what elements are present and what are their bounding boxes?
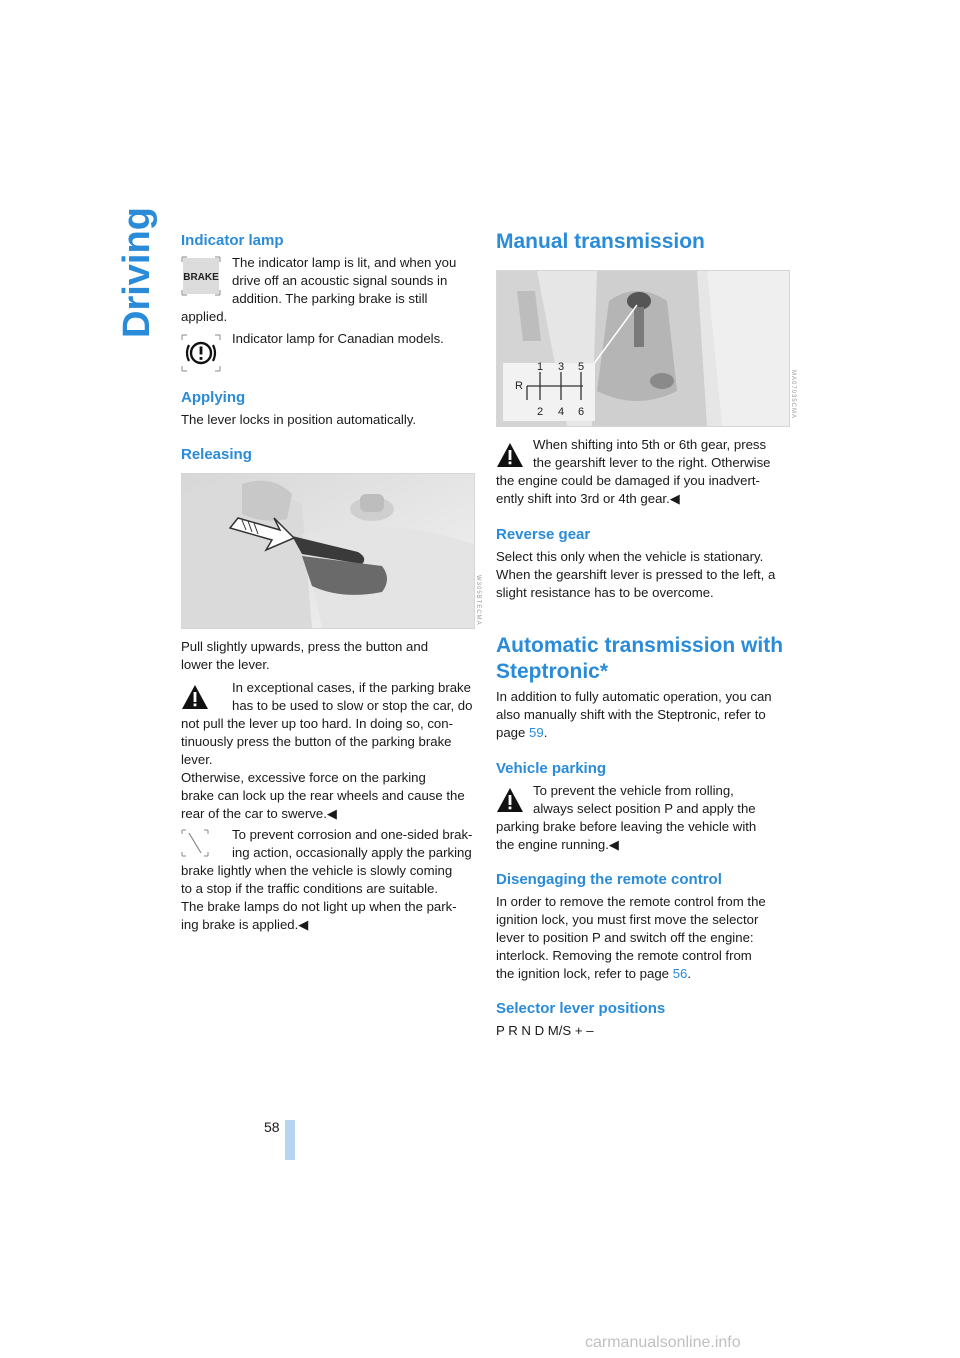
warning-line8: rear of the car to swerve.◀ xyxy=(181,806,337,821)
note-line5: The brake lamps do not light up when the park- xyxy=(181,899,457,914)
reverse-line2: When the gearshift lever is pressed to the left, a xyxy=(496,567,776,582)
note-line6: ing brake is applied.◀ xyxy=(181,917,309,932)
note-line4: to a stop if the traffic conditions are suitable. xyxy=(181,881,439,896)
manual-warning-line2: the gearshift lever to the right. Otherwise xyxy=(533,455,771,470)
canadian-lamp-text: Indicator lamp for Canadian models. xyxy=(232,331,444,346)
heading-vehicle-parking: Vehicle parking xyxy=(496,760,607,777)
warning-line5: lever. xyxy=(181,752,213,767)
automatic-text xyxy=(496,688,796,742)
heading-disengaging-remote: Disengaging the remote control xyxy=(496,871,722,888)
remote-text xyxy=(496,893,796,983)
remote-line5-prefix: the ignition lock, refer to page xyxy=(496,966,673,981)
remote-line5-suffix: . xyxy=(687,966,692,981)
selector-positions-text: P R N D M/S + – xyxy=(496,1023,594,1038)
automatic-line1: In addition to fully automatic operation, you can xyxy=(496,689,772,704)
indicator-text-line2: drive off an acoustic signal sounds in xyxy=(232,273,448,288)
automatic-line3-prefix: page xyxy=(496,725,530,740)
footer-watermark[interactable]: carmanualsonline.info xyxy=(585,1334,741,1351)
shift-gear-3: 3 xyxy=(558,361,565,373)
warning-line2: has to be used to slow or stop the car, do xyxy=(232,698,473,713)
heading-automatic-transmission xyxy=(496,633,783,685)
shift-gear-4: 4 xyxy=(558,406,565,418)
parking-line4: the engine running.◀ xyxy=(496,837,620,852)
remote-line3: lever to position P and switch off the engine: xyxy=(496,930,754,945)
brake-lamp-label: BRAKE xyxy=(183,272,219,283)
releasing-text-line2: lower the lever. xyxy=(181,657,270,672)
manual-warning-line3: the engine could be damaged if you inadvert- xyxy=(496,473,760,488)
manual-photo-code: MA07035CMA xyxy=(790,370,796,420)
page-59-link[interactable]: 59 xyxy=(529,725,544,740)
page-number: 58 xyxy=(264,1119,280,1135)
heading-reverse-gear: Reverse gear xyxy=(496,526,591,543)
reverse-line3: slight resistance has to be overcome. xyxy=(496,585,714,600)
automatic-line2: also manually shift with the Steptronic, refer to xyxy=(496,707,766,722)
parking-line2: always select position P and apply the xyxy=(533,801,756,816)
reverse-line1: Select this only when the vehicle is stationary. xyxy=(496,549,764,564)
parking-brake-warning-text xyxy=(181,679,476,823)
note-line1: To prevent corrosion and one-sided brak- xyxy=(232,827,473,842)
shift-gear-1: 1 xyxy=(537,361,544,373)
chapter-title-text: Driving xyxy=(116,207,158,338)
manual-warning-line1: When shifting into 5th or 6th gear, press xyxy=(533,437,767,452)
automatic-heading-line2: Steptronic* xyxy=(496,660,609,683)
shift-pattern-diagram xyxy=(511,360,596,422)
remote-line4: interlock. Removing the remote control from xyxy=(496,948,752,963)
shift-r-label: R xyxy=(515,380,523,392)
heading-releasing: Releasing xyxy=(181,446,252,463)
manual-warning-text xyxy=(496,436,791,508)
applying-text: The lever locks in position automatically. xyxy=(181,412,417,427)
page-number-bar xyxy=(285,1120,295,1160)
warning-line1: In exceptional cases, if the parking brake xyxy=(232,680,471,695)
note-line2: ing action, occasionally apply the parking xyxy=(232,845,472,860)
warning-line4: tinuously press the button of the parking brake xyxy=(181,734,452,749)
warning-line3: not pull the lever up too hard. In doing so, con- xyxy=(181,716,453,731)
manual-warning-line4: ently shift into 3rd or 4th gear.◀ xyxy=(496,491,680,506)
releasing-text-line1: Pull slightly upwards, press the button and xyxy=(181,639,429,654)
parking-line1: To prevent the vehicle from rolling, xyxy=(533,783,734,798)
heading-indicator-lamp: Indicator lamp xyxy=(181,232,284,249)
indicator-text-line4: applied. xyxy=(181,309,228,324)
canadian-warning-lamp-icon xyxy=(181,334,221,372)
reverse-gear-text xyxy=(496,548,796,602)
chapter-side-title xyxy=(108,207,168,346)
warning-line7: brake can lock up the rear wheels and cause the xyxy=(181,788,465,803)
warning-line6: Otherwise, excessive force on the parking xyxy=(181,770,426,785)
releasing-text xyxy=(181,638,476,674)
shift-gear-2: 2 xyxy=(537,406,544,418)
heading-applying: Applying xyxy=(181,389,246,406)
automatic-heading-line1: Automatic transmission with xyxy=(496,634,784,657)
note-line3: brake lightly when the vehicle is slowly coming xyxy=(181,863,453,878)
indicator-text-line3: addition. The parking brake is still xyxy=(232,291,428,306)
parking-line3: parking brake before leaving the vehicle with xyxy=(496,819,757,834)
automatic-line3-suffix: . xyxy=(543,725,548,740)
page-56-link[interactable]: 56 xyxy=(672,966,688,981)
heading-manual-transmission: Manual transmission xyxy=(496,230,705,253)
remote-line1: In order to remove the remote control from the xyxy=(496,894,766,909)
remote-line2: ignition lock, you must first move the selector xyxy=(496,912,759,927)
indicator-text-line1: The indicator lamp is lit, and when you xyxy=(232,255,457,270)
vehicle-parking-text xyxy=(496,782,791,854)
shift-gear-5: 5 xyxy=(578,361,585,373)
heading-selector-lever-positions: Selector lever positions xyxy=(496,1000,666,1017)
parking-brake-lever-photo xyxy=(181,473,475,629)
shift-gear-6: 6 xyxy=(578,406,585,418)
corrosion-note-text xyxy=(181,826,476,934)
indicator-lamp-text xyxy=(181,254,476,326)
releasing-photo-code: W305BTECMA xyxy=(475,575,481,626)
